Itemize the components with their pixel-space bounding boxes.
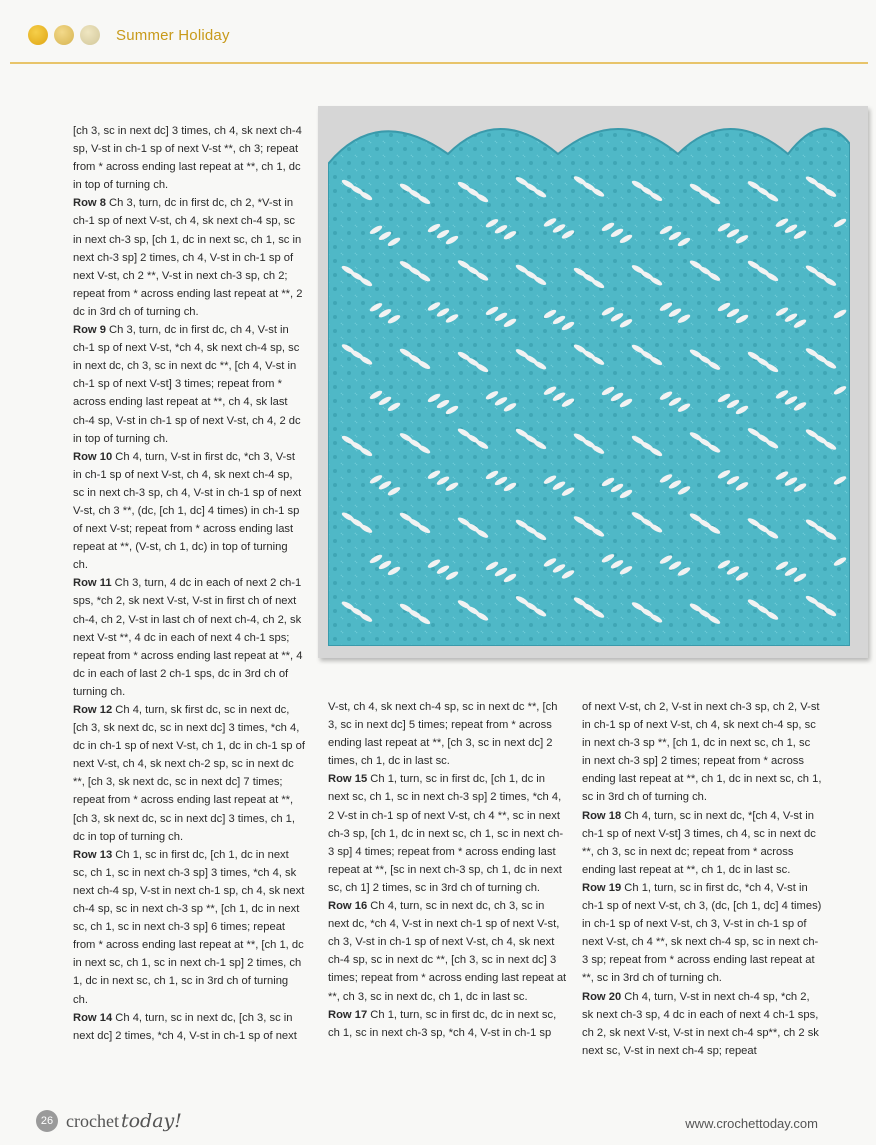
row-label: Row 17 [328, 1008, 368, 1021]
instructions-column-2 [328, 698, 568, 1042]
footer-brand [36, 1110, 182, 1132]
instruction-paragraph [582, 807, 822, 879]
instruction-text: Ch 4, turn, sc in next dc, ch 3, sc in next dc, *ch 4, V-st in next ch-1 sp of next V-st, ch 3, V-st in ch-1 sp of next V-st, ch 4, sk next ch-4 sp, sc in next dc **, [ch 3, sc in next dc] 3 times; repeat from * across ending last repeat at **, ch 3, sc in next dc, ch 1, dc in last sc. [328, 900, 567, 1003]
instruction-paragraph [73, 701, 305, 846]
instruction-paragraph [73, 448, 305, 575]
row-label: Row 9 [73, 324, 106, 337]
instruction-text: Ch 1, turn, sc in first dc, *ch 4, V-st in ch-1 sp of next V-st, ch 3, (dc, [ch 1, dc] 4 times) in ch-1 sp of next V-st, ch 3, V-st in ch-1 sp of next V-st, ch 4 **, sk next ch-4 sp, sc in next ch-3 sp; repeat from * across ending last repeat at **, sc in 3rd ch of turning ch. [582, 881, 822, 985]
brand-logo-script: today! [120, 1110, 182, 1132]
row-label: Row 15 [328, 773, 368, 786]
instruction-paragraph [582, 988, 822, 1060]
row-label: Row 12 [73, 704, 113, 716]
instruction-paragraph [328, 698, 568, 770]
instruction-text: Ch 4, turn, V-st in first dc, *ch 3, V-st in ch-1 sp of next V-st, ch 4, sk next ch-4 sp, sc in next ch-3 sp, ch 4, V-st in ch-1 sp of next V-st, ch 3 **, (dc, [ch 1, dc] 4 times) in ch-1 sp of next V-st; repeat from * across ending last repeat at **, (V-st, ch 1, dc) in top of turning ch. [73, 450, 302, 572]
instruction-paragraph [73, 321, 305, 448]
page-number: 26 [36, 1110, 58, 1132]
instruction-text: Ch 3, turn, dc in first dc, ch 2, *V-st in ch-1 sp of next V-st, ch 4, sk next ch-4 sp, sc in next ch-3 sp, [ch 1, dc in next sc, ch 1, sc in next ch-3 sp] 2 times, ch 4, V-st in ch-1 sp of next V-st, ch 2 **, V-st in next ch-3 sp, ch 2; repeat from * across ending last repeat at **, 2 dc in 3rd ch of turning ch. [73, 197, 303, 318]
instruction-text: Ch 4, turn, sk first dc, sc in next dc, [ch 3, sk next dc, sc in next dc] 3 times, *ch 4, dc in ch-1 sp of next V-st, ch 1, dc in ch-1 sp of next V-st, ch 4, sk next ch-2 sp, sc in next dc **, [ch 3, sk next dc, sc in next dc] 7 times; repeat from * across ending last repeat at **, [ch 3, sk next dc, sc in next dc] 3 times, ch 1, dc in top of turning ch. [73, 704, 305, 843]
instruction-text: Ch 3, turn, dc in first dc, ch 4, V-st in ch-1 sp of next V-st, *ch 4, sk next ch-4 sp, sc in next dc, ch 3, sc in next dc **, [ch 4, V-st in ch-1 sp of next V-st] 3 times; repeat from * across ending last repeat at **, ch 4, sk last ch-4 sp, V-st in ch-1 sp of next V-st, ch 4, 2 dc in top of turning ch. [73, 324, 301, 445]
instruction-paragraph [582, 698, 822, 807]
website-url: www.crochettoday.com [685, 1116, 818, 1131]
instruction-text: Ch 3, turn, 4 dc in each of next 2 ch-1 sps, *ch 2, sk next V-st, V-st in first ch of next ch-4, ch 2, V-st in last ch of next ch-4, ch 2, sk next V-st **, 4 dc in each of next 4 ch-1 sps; repeat from * across ending last repeat at **, 4 dc in each of last 2 ch-1 sps, dc in 3rd ch of turning ch. [73, 577, 303, 698]
row-label: Row 11 [73, 577, 112, 590]
instructions-column-3 [582, 698, 822, 1060]
instruction-paragraph [328, 1006, 568, 1042]
instruction-paragraph [73, 194, 305, 321]
instruction-text: V-st, ch 4, sk next ch-4 sp, sc in next dc **, [ch 3, sc in next dc] 5 times; repeat from * across ending last repeat at **, [ch 3, sc in next dc] 2 times, ch 1, dc in last sc. [328, 701, 558, 768]
instruction-paragraph [73, 846, 305, 1009]
instruction-paragraph [73, 1009, 305, 1045]
row-label: Row 10 [73, 450, 113, 463]
crochet-swatch-photo [318, 106, 868, 658]
instruction-text: of next V-st, ch 2, V-st in next ch-3 sp, ch 2, V-st in ch-1 sp of next V-st, ch 4, sk next ch-4 sp, sc in next ch-3 sp **, [ch 1, dc in next sc, ch 1, sc in next ch-3 sp] 2 times; repeat from * across ending last repeat at **, ch 1, dc in next sc, ch 1, sc in 3rd ch of turning ch. [582, 701, 822, 804]
instruction-paragraph [582, 879, 822, 988]
instruction-text: Ch 1, turn, sc in first dc, dc in next sc, ch 1, sc in next ch-3 sp, *ch 4, V-st in ch-1 sp [328, 1008, 557, 1039]
gold-circle-icon [80, 25, 100, 45]
section-title: Summer Holiday [116, 26, 230, 44]
brand-logo-text: crochet [66, 1110, 119, 1131]
instruction-paragraph [328, 897, 568, 1006]
row-label: Row 14 [73, 1011, 113, 1024]
crochet-swatch-image [328, 114, 850, 646]
row-label: Row 20 [582, 990, 622, 1003]
instruction-text: Ch 4, turn, sc in next dc, *[ch 4, V-st in ch-1 sp of next V-st] 3 times, ch 4, sc in next dc **, ch 3, sc in next dc; repeat from * across ending last repeat at **, ch 1, dc in last sc. [582, 809, 816, 876]
instruction-text: Ch 4, turn, V-st in next ch-4 sp, *ch 2, sk next ch-3 sp, 4 dc in each of next 4 ch-1 sps, ch 2, sk next V-st, V-st in next ch-4 sp**, ch 2 sk next sc, V-st in next ch-4 sp; repeat [582, 990, 819, 1057]
instruction-text: Ch 4, turn, sc in next dc, [ch 3, sc in next dc] 2 times, *ch 4, V-st in ch-1 sp of next [73, 1011, 297, 1042]
row-label: Row 18 [582, 809, 622, 822]
instruction-paragraph [73, 574, 305, 701]
row-label: Row 8 [73, 197, 106, 210]
instruction-paragraph [328, 770, 568, 897]
header-divider [10, 62, 868, 64]
row-label: Row 19 [582, 881, 622, 894]
instruction-text: Ch 1, sc in first dc, [ch 1, dc in next sc, ch 1, sc in next ch-3 sp] 3 times, *ch 4, sk next ch-4 sp, V-st in next ch-1 sp, ch 4, sk next ch-4 sp, sc in next ch-3 sp **, [ch 1, dc in next sc, ch 1, sc in next ch-3 sp] 6 times; repeat from * across ending last repeat at **, [ch 1, dc in next sc, ch 1, sc in next ch-1 sp] 2 times, ch 1, dc in next sc, ch 1, sc in 3rd ch of turning ch. [73, 848, 305, 1006]
instruction-paragraph [73, 122, 305, 194]
page-header [28, 22, 230, 48]
instruction-text: Ch 1, turn, sc in first dc, [ch 1, dc in next sc, ch 1, sc in next ch-3 sp] 2 times, *ch 4, 2 V-st in ch-1 sp of next V-st, ch 4 **, sc in next ch-3 sp, [ch 1, dc in next sc, ch 1, sc in next ch-3 sp] 4 times; repeat from * across ending last repeat at **, [sc in next ch-3 sp, ch 1, dc in next sc, ch 1] 2 times, sc in 3rd ch of turning ch. [328, 773, 564, 894]
row-label: Row 13 [73, 848, 113, 861]
gold-circle-icon [54, 25, 74, 45]
instructions-column-1 [73, 122, 305, 1045]
instruction-text: [ch 3, sc in next dc] 3 times, ch 4, sk next ch-4 sp, V-st in ch-1 sp of next V-st **, ch 3; repeat from * across ending last repeat at **, ch 1, dc in top of turning ch. [73, 125, 302, 192]
gold-circle-icon [28, 25, 48, 45]
row-label: Row 16 [328, 900, 368, 913]
